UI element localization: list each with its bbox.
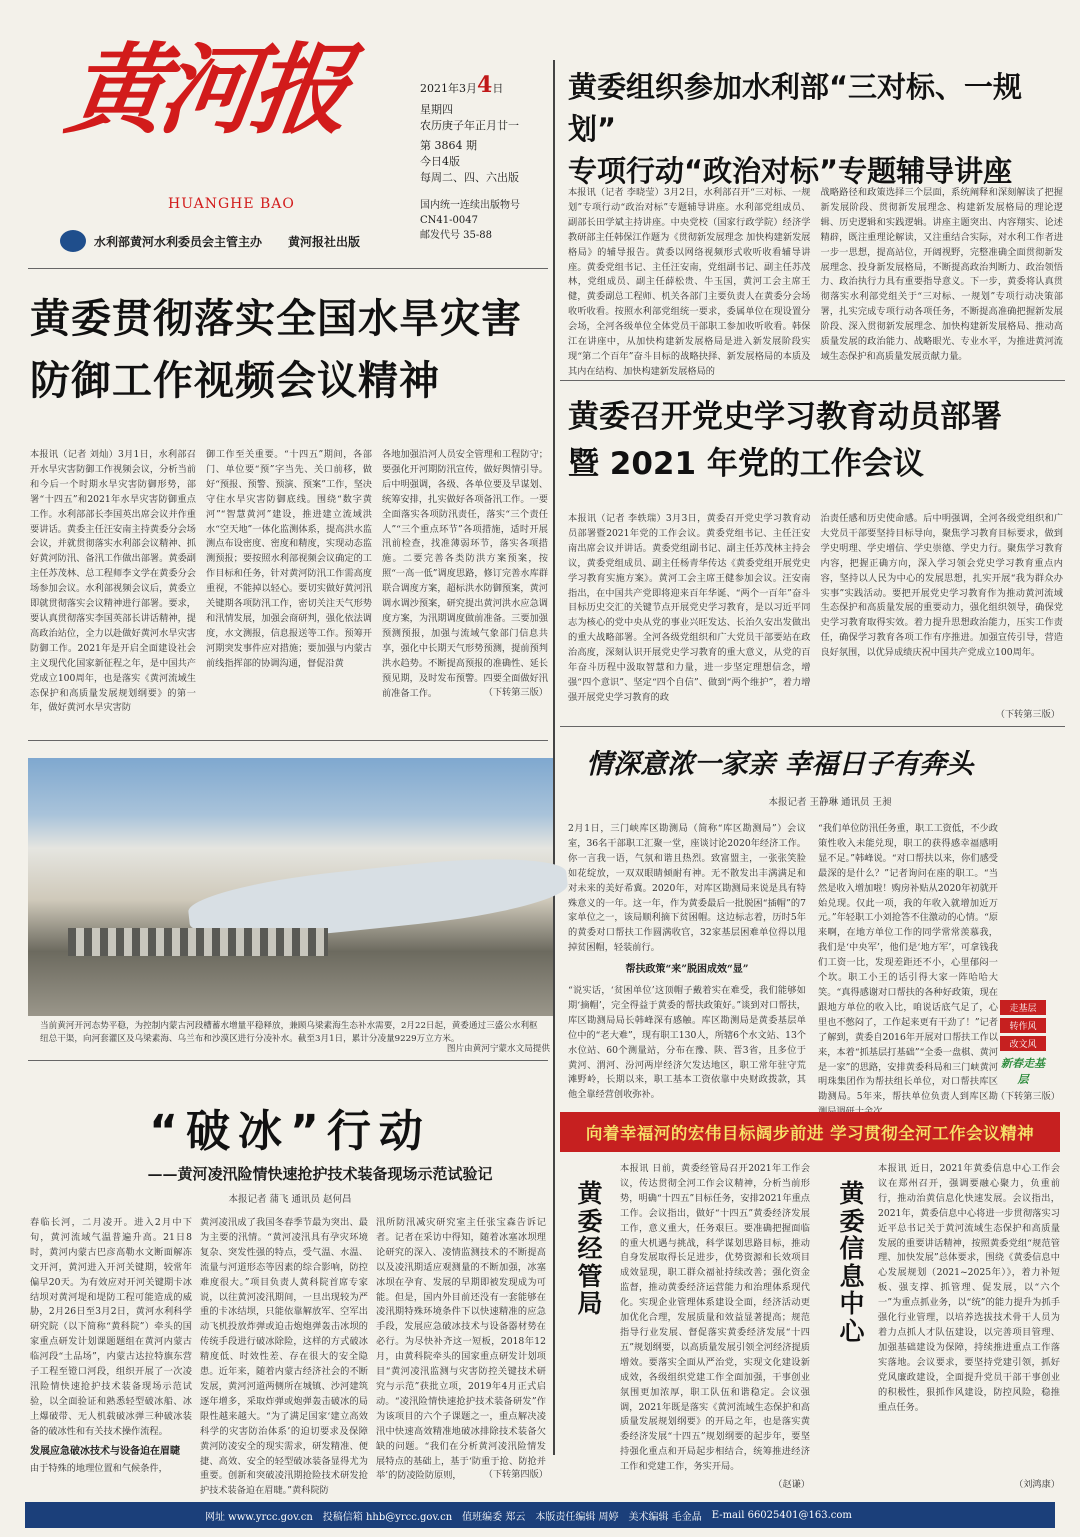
vtitle-char: 黄 [839,1179,865,1208]
article2-title-line2: 防御工作视频会议精神 [30,358,440,404]
vtitle-char: 经 [577,1234,603,1263]
footer-website[interactable]: 网址 www.yrcc.gov.cn [205,1511,313,1523]
vtitle-char: 黄 [577,1179,603,1208]
footer-art-editor: 美术编辑 毛金晶 [628,1511,702,1523]
divider [28,1060,548,1061]
theme-banner: 向着幸福河的宏伟目标阔步前进 学习贯彻全河工作会议精神 [560,1112,1060,1152]
article3-col1: 本报讯（记者 李轶瑞）3月3日，黄委召开党史学习教育动员部署暨2021年党的工作会议。黄委党组书记、主任汪安南出席会议并讲话。黄委党组副书记、副主任苏茂林主持会议，黄委党组成员、副主任杨青华传达《黄委党组开展党史学习教育实施方案》。黄河工会主席王健参加会议。汪安南指出，在中国共产党即将迎来百年华诞、“两个一百年”奋斗目标历史交汇的关键节点开展党史学习教育，是以习近平同志为核心的党中央从党的事业兴旺发达、长治久安出发做出的重大战略部署。全河各级党组织和广大党员干部要站在政治高度，深刻认识开展党史学习教育的重大意义，从党的百年奋斗历程中汲取智慧和力量，进一步坚定理想信念，增强“四个意识”、坚定“四个自信”、做到“两个维护”，着力增强开展党史学习教育的政 [568,513,811,703]
pub-code-label: 国内统一连续出版物号 [420,200,520,211]
article6-vertical-title [574,1180,606,1318]
article5-continued: （下转第四版） [483,1469,548,1480]
vtitle-char: 委 [577,1206,603,1236]
article4-col1: 2月1日，三门峡库区勘测局（简称“库区勘测局”）会议室，36名干部职工汇聚一堂，座谈讨论2020年经济工作。你一言我一语，气氛和谐且热烈。致富盟主，一张张笑脸如花绽放，一双双眼睛倾耐有神。无不散发出丰满满足和对未来的美好希冀。2020年，对库区勘测局来说是具有特殊意义的一年。这一年，作为黄委最后一批脱困“插帽”的7家单位之一，该局顺利摘下贫困帽。这边标志着，历时5年的黄委对口帮扶工作圆满收官，32家基层困难单位得以甩掉贫困帽，轻装前行。 [568,823,806,954]
postal-code: 邮发代号 35-88 [420,230,493,241]
issue-number: 第 3864 期 [420,139,477,152]
article1-title-line2: 专项行动“政治对标”专题辅导讲座 [568,154,1013,189]
article2-headline [30,288,550,412]
article2-title-line1: 黄委贯彻落实全国水旱灾害 [30,296,522,342]
divider [28,268,548,269]
article1-col1: 本报讯（记者 李晓莹）3月2日，水利部召开“三对标、一规划”专项行动“政治对标”专题辅导讲座。水利部党组成员、副部长田学斌主持讲座。中央党校（国家行政学院）经济学教研部主任韩保江作题为《贯彻新发展理念 加快构建新发展格局》的辅导报告。黄委以网络视频形式收听收看辅导讲座。黄委党组书记、主任汪安南，党组副书记、副主任苏茂林，党组成员、副主任薛松贵、牛玉国，黄河工会主席王健，黄委副总工程师、机关各部门主要负责人在黄委分会场收听收看。按照水利部党组统一要求，委属单位在现设置分会场，全河各级单位全体党员干部职工参加收听收看。韩保江在讲座中，从加快构建新发展格局是进入新发展阶段实现“第二个百年”奋斗目标的战略抉择、新发展格局的本质及其内在结构、加快构建新发展格局的 [568,187,811,377]
photo-credit: 图片由黄河宁蒙水文局提供 [446,1044,550,1054]
date-text: 2021年3月 [420,82,477,95]
article3-body [568,512,1063,708]
issue-date [420,70,550,134]
article3-headline [568,394,1068,487]
date-suffix: 日 [492,82,504,95]
column-tag [1000,1000,1046,1091]
footer-editor: 值班编委 郑云 [462,1511,526,1523]
article4-subhead: 帮扶政策“来”脱困成效“显” [625,964,749,975]
article5-col1b: 由于特殊的地理位置和气候条件， [30,1463,168,1474]
article4-continued: （下转第三版） [995,1091,1060,1102]
article1-title-line1: 黄委组织参加水利部“三对标、一规划” [568,70,1023,147]
article4-col2: “我们单位防汛任务重，职工工资低，不少政策性收入未能兑现，职工的获得感幸福感明显不足。”韩峰说。“对口帮扶以来，你们感受最深的是什么？”记者询问在座的职工。“当然是收入增加啦！购房补贴从2020年初就开始兑现。仅此一项，我的年收入就增加近万元。”年轻职工小刘抢答不住激动的心情。“原来啊，在地方单位工作的同学常常羡慕我，我们是‘中央军’，他们是‘地方军’，可拿钱我们工资一比，发现差距还不小，心里郁闷一个坎。职工小王的话引得大家一阵哈哈大笑。“真得感谢对口帮扶的各种好政策，现在跟地方单位的收入比，咱说话底气足了，心里也不憋闷了，工作起来更有干劲了！”记者了解到，黄委自2016年开展对口帮扶工作以来，本着“抓基层打基础”“全委一盘棋、黄河是一家”的思路，安排黄委科局和三门峡黄河明珠集团作为帮扶组长单位，对口帮扶库区勘测局。5年来，帮扶单位负责人到库区勘 [818,823,998,1103]
article1-col2: 战略路径和政策选择三个层面，系统阐释和深刻解读了把握新发展阶段、贯彻新发展理念、构建新发展格局的理论逻辑、历史逻辑和实践逻辑。讲座主题突出、内容翔实、论述精辟，既注重理论解读，又注重结合实际，对水利工作者进一步一思想，提高站位，开阔视野，完整准确全面贯彻新发展理念、投身新发展格局，不断提高政治判断力、政治领悟力、政治执行力具有重要指导意义。下一步，黄委将认真贯彻落实水利部党组关于“三对标、一规划”专项行动决策部署，扎实完成专项行动各项任务，不断提高准确把握新发展阶段、深入贯彻新发展理念、加快构建新发展格局、推动高质量发展的政治能力、战略眼光、专业水平，为推进黄河流域生态保护和高质量发展贡献力量。 [820,187,1063,362]
article6-author: （赵谦） [773,1479,810,1490]
article3-col2: 治责任感和历史使命感。后中明强调，全河各级党组织和广大党员干部要坚持目标导向，聚焦学习教育目标要求，做到学史明理、学史增信、学史崇德、学史力行。聚焦学习教育内容，把握正确方向，深入学习领会党史学习教育重点内容，坚持以人民为中心的发展思想，扎实开展“我为群众办实事”实践活动。要把开展党史学习教育作为推动黄河流域生态保护和高质量发展的重要动力，强化组织领导，确保党史学习教育取得实效。着力提升思想政治能力，压实工作责任，确保学习教育各项工作有序推进。加强宣传引导，营造良好氛围，以优异成绩庆祝中国共产党成立100周年。 [820,513,1063,659]
article3-title-line1: 黄委召开党史学习教育动员部署 [568,399,1002,435]
masthead [40,28,410,228]
river-bridge-photo [28,758,553,1016]
date-day: 4 [477,72,493,98]
article3-continued: （下转第三版） [995,709,1060,720]
tag-zhuanzuofeng: 转作风 [1000,1018,1046,1033]
newspaper-logo-en: HUANGHE BAO [168,196,295,212]
article5-headline: “破冰”行动 [149,1106,431,1157]
footer-bar [25,1502,1055,1528]
article1-headline [568,66,1068,192]
article5-col3: 汛所防汛减灾研究室主任张宝森告诉记者。记者在采访中得知，随着冰塞冰坝理论研究的深入、凌情监测技术的不断提高以及凌汛期适应观测量的不断加强，冰塞冰坝在孕育、发展的早期即被发现成为可能。但是，国内外目前还没有一套能够在凌汛期特殊环境条件下以快速精准的应急手段，发展应急破冰技术与设备器材势在必行。为尽快补齐这一短板，2018年12月，由黄科院牵头的国家重点研发计划项目“黄河凌汛监测与灾害防控关键技术研究与示范”获批立项，2019年4月正式启动。“凌汛险情快速抢护技术装备研发”作为该项目的六个子课题之一，重点解决凌汛中快速高效精准地破冰排除技术装备欠缺的问题。“我们在分析黄河凌汛险情发展特点的基础上，基于‘防重于抢、防抢并举’的防凌险防原则， [376,1217,546,1482]
article5-col2: 黄河凌汛成了我国冬春季节最为突出、最为主要的汛情。“黄河凌汛具有孕灾环境复杂、突发性强的特点，受气温、水温、流量与河道形态等因素的综合影响，防控难度很大。”项目负责人黄科院首席专家说，以往黄河凌汛期间，一旦出现较为严重的卡冰结坝，只能依靠解放军、空军出动飞机投放炸弹或迫击炮炮弹轰击冰坝的传统手段进行破冰除险，这样的方式破冰精度低、时效性差、存在很大的安全隐患。近年来，随着内蒙古经济社会的不断发展，黄河河道两侧所在城镇、沙河建筑逐年增多，采取炸弹或炮弹轰击破冰的局限性越来越大。“为了满足国家‘建立高效科学的灾害防治体系’的迫切要求及保障黄河防凌安全的现实需求，研发精准、便捷、高效、安全的轻型破冰装备显得尤为重要。创新和突破凌汛期抢险技术研发抢护技术装备迫在眉睫。”黄科院防 [200,1217,368,1497]
divider [560,726,1065,727]
newspaper-logo: 黄河报 [59,33,353,148]
page-count: 今日4版 [420,154,460,168]
vtitle-char: 信 [839,1234,865,1263]
issue-info [420,138,550,186]
article7-col: 本报讯 近日，2021年黄委信息中心工作会议在郑州召开，强调要融心聚力，负重前行，推动治黄信息化快速发展。会议指出，2021年，黄委信息中心将进一步贯彻落实习近平总书记关于黄河流域生态保护和高质量发展的重要讲话精神，按照黄委党组“规范管理、加快发展”总体要求，围绕《黄委信息中心发展规划（2021~2025年）》，着力补短板、强支撑、抓管理、促发展，以“六个一”为重点抓业务，以“统”的能力提升为抓手强化行业管理，以培养选拔技术骨干人员为着力点抓人才队伍建设，以完善项目管理、加强基础建设为保障，持续推进重点工作落实落地。会议要求，要坚持党建引领，抓好党风廉政建设，全面提升党员干部干事创业的积极性，狠抓作风建设，防控风险，稳推重点任务。 [878,1163,1060,1413]
article6-col1: 本报讯 日前，黄委经管局召开2021年工作会议，传达贯彻全河工作会议精神，分析当前形势，明确“十四五”目标任务，安排2021年重点工作。会议指出，做好“十四五”黄委经济发展工作，意义重大，任务艰巨。要准确把握面临的重大机遇与挑战，科学谋划思路目标，推动自身发展取得长足进步，优势资源和长效项目成效显现，职工群众福祉持续改善；强化资金监督，推动黄委经济运营能力和治理体系现代化。实现企业管理体系建设全面，经济活动更加优化合理，发展质量和效益显著提高；规范指导行业发展、督促落实黄委经济发展“十四五”规划纲要，以高质量发展引领全河经济提质增效。要落实全面从严治党，实现文化建设新成效，各级组织党建工作全面加强，干事创业氛围更加浓厚，职工队伍和谐稳定。会议强调，2021年既是落实《黄河流域生态保护和高质量发展规划纲要》的开局之年，也是落实黄委经济发展“十四五”规划纲要的起步年，要坚持强化重点和开局起步相结合，统筹推进经济工作和党建工作，务实开局。 [620,1163,810,1473]
footer-email[interactable]: 投稿信箱 hhb@yrcc.gov.cn [322,1511,453,1523]
tag-gaiwenfeng: 改文风 [1000,1036,1046,1051]
vtitle-char: 中 [839,1289,865,1318]
article2-col3: 各地加强沿河人员安全管理和工程防守；要强化开河期防汛宣传，做好舆情引导。后中明强调，各级、各单位要及早谋划、统筹安排，扎实做好各项备汛工作。一要全面落实各项防汛责任，落实“三个责任人”“三个重点环节”各项措施，适时开展汛前检查，找准薄弱环节，落实各项措施。二要完善各类防洪方案预案，按照“一高一低”调度思路，修订完善水库群联合调度方案，超标洪水防御预案，黄河调水调沙预案，研究提出黄河洪水应急调度方案，为汛期调度做前准备。三要加强预测预报，加强与流域气象部门信息共享，强化中长期天气形势预测，提前预判洪水趋势。不断提高预报的准确性、延长预见期，及时发布预警。四要全面做好汛前准备工作。 [382,449,548,699]
column-divider [553,60,555,1455]
vtitle-char: 局 [577,1289,603,1318]
lunar-date: 农历庚子年正月廿一 [420,118,519,132]
article3-title-line2: 暨 2021 年党的工作会议 [568,445,924,482]
article4-byline: 本报记者 王静琳 通讯员 王昶 [768,797,892,808]
article5-byline: 本报记者 蒲飞 通讯员 赵何昌 [228,1194,352,1205]
publish-schedule: 每周二、四、六出版 [420,170,519,184]
article5-subtitle: ——黄河凌汛险情快速抢护技术装备现场示范试验记 [147,1165,493,1183]
tag-xinchun: 新春走基层 [1001,1057,1045,1086]
vtitle-char: 心 [839,1316,865,1346]
article1-body [568,186,1063,377]
photo-caption: 当前黄河开河态势平稳，为控制内蒙古河段槽蓄水增量平稳释放，兼顾乌梁素海生态补水需要，2月22日起，黄委通过三盛公水利枢纽总干渠，向河套灌区及乌梁素海、乌兰布和沙漠区进行分凌补水。截至3月1日，累计分凌量9229万立方米。 [40,1021,538,1044]
article5-col1: 春临长河，二月凌开。进入2月中下旬，黄河流域气温普遍升高。21日8时，黄河内蒙古巴彦高勒水文断面解冻文开河，黄河进入开河关键期，较常年偏早20天。为有效应对开河关键期卡冰结坝对黄河堤和堤防工程可能造成的威胁，2月26日至3月2日，黄河水利科学研究院（以下简称“黄科院”）牵头的国家重点研发计划课题题组在黄河内蒙古临河段“土品场”，内蒙古达拉特旗东营子工程至镫口河段，组织开展了一次凌汛险情快速抢护技术装备现场示范试验，以全面验证和熟悉轻型破冰船、冰上爆破带、无人机载破冰弹三种破冰装备的破冰性和有关技术操作流程。 [30,1217,192,1437]
article2-col1: 本报讯（记者 刘灿）3月1日，水利部召开水旱灾害防御工作视频会议，分析当前和今后一个时期水旱灾害防御形势，部署“十四五”和2021年水旱灾害防御重点工作。水利部部长李国英出席会议并作重要讲话。黄委主任汪安南主持黄委分会场会议，并就贯彻落实水利部会议精神、抓好黄河防汛、备汛工作做出部署。黄委副主任苏茂林、总工程师李文学在黄委分会场参加会议。水利部视频会议后，黄委立即就贯彻落实会议精神进行部署。要求，要认真贯彻落实李国英部长讲话精神，提高政治站位，全力以赴做好黄河水旱灾害防御工作。2021年是开启全面建设社会主义现代化国家新征程之年，是中国共产党成立100周年，也是落实《黄河流域生态保护和高质量发展规划纲要》的第一年，做好黄河水旱灾害防 [30,449,196,714]
cn-code: CN41-0047 [420,215,478,226]
sponsor-text: 水利部黄河水利委员会主管主办 [94,234,263,249]
footer-page-editor: 本版责任编辑 周婷 [535,1511,619,1523]
article2-col2: 御工作至关重要。“十四五”期间，各部门、单位要“预”字当先、关口前移，做好“预报、预警、预演、预案”工作，坚决守住水旱灾害防御底线。围绕“数字黄河”“智慧黄河”建设，推进建立流域洪水“空天地”一体化监测体系，提高洪水监测点布设密度、密度和精度，实现动态监测预报；要按照水利部视频会议确定的工作目标和任务，针对黄河防汛工作需高度重视，不能掉以轻心。要切实做好黄河汛关键期各项防汛工作，密切关注天气形势和汛情发展，加强会商研判，强化依法调度，水文测报，信息报送等工作。预筹开河期突发事件应对措施；要加强与内蒙古前线指挥部的协调沟通，督促沿黄 [206,449,372,669]
footer-contact-email[interactable]: E-mail 66025401@163.com [711,1509,852,1521]
divider [28,740,548,741]
tag-zoujiceng: 走基层 [1000,1000,1046,1015]
weekday: 星期四 [420,102,453,116]
article4-col1b: “说实话，‘贫困单位’这顶帽子戴着实在难受，我们能够如期‘摘帽’，完全得益于黄委的帮扶政策好。”谈到对口帮扶，库区勘测局局长韩峰深有感触。库区勘测局是黄委基层单位中的“老大难”，现有职工130人，所辖6个水文站、13个水位站、60个测量站，分布在豫、陕、晋3省，且多位于黄河、渭河、汾河两岸经济欠发达地区，职工常年驻守荒滩野岭，长期以来，职工基本工资依靠中央财政拨款，其他全靠经营创收弥补。 [568,985,806,1101]
vtitle-char: 委 [839,1206,865,1236]
article2-continued: （下转第三版） [483,687,548,698]
article5-subhead: 发展应急破冰技术与设备迫在眉睫 [30,1446,180,1457]
divider [560,380,1065,381]
article4-headline: 情深意浓一家亲 幸福日子有奔头 [586,749,974,780]
publication-codes [420,198,550,243]
article7-author: （刘鸿康） [1014,1479,1060,1490]
yrcc-emblem-icon [60,230,86,252]
sponsor-line [60,230,420,252]
vtitle-char: 息 [839,1261,865,1291]
publisher-text: 黄河报社出版 [288,234,361,249]
vtitle-char: 管 [577,1261,603,1291]
article7-vertical-title [836,1180,868,1345]
sluice-bridge [68,928,328,956]
